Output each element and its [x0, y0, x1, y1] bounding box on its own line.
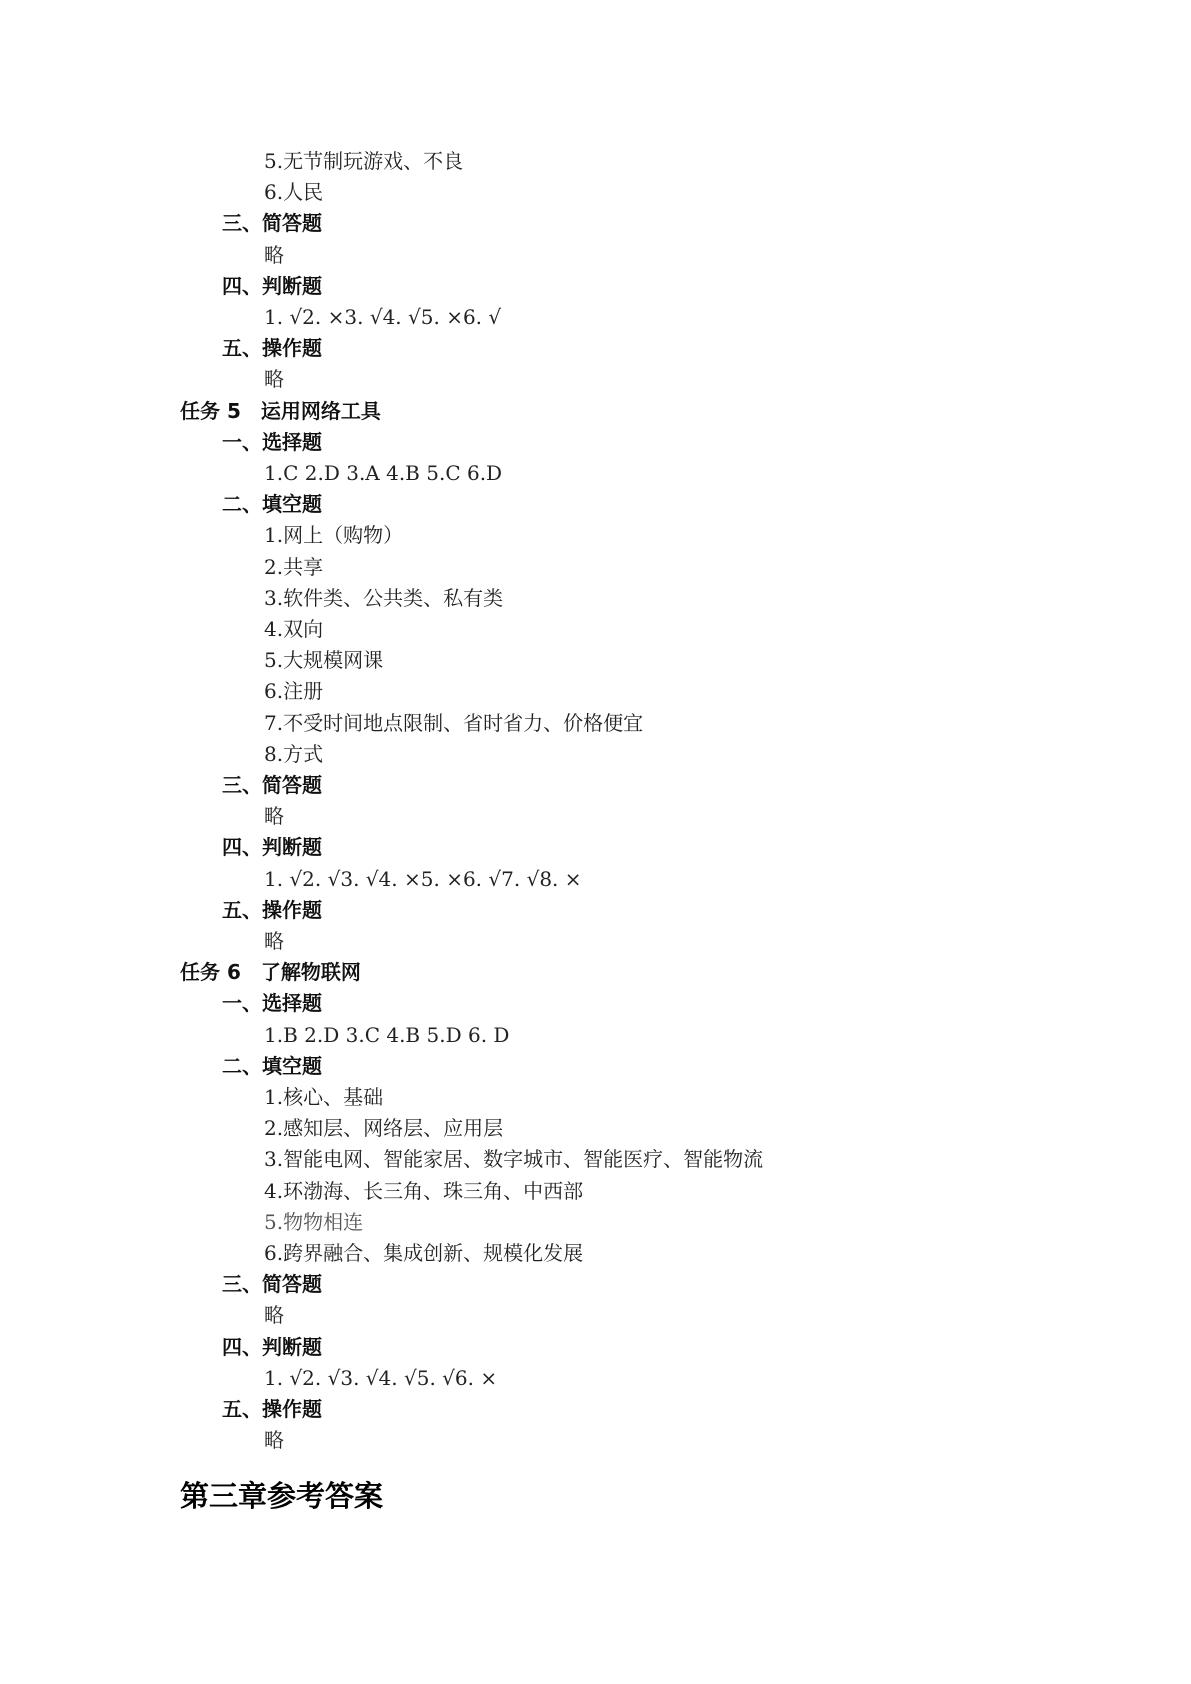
answer-line: 略 [264, 929, 284, 953]
answer-line: 1. √2. √3. √4. √5. √6. × [264, 1366, 498, 1390]
answer-line: 6.人民 [264, 180, 324, 204]
answer-line: 2.感知层、网络层、应用层 [264, 1116, 504, 1140]
section-heading: 三、简答题 [222, 773, 322, 797]
answer-line: 略 [264, 243, 284, 267]
answer-line: 略 [264, 804, 284, 828]
section-heading: 二、填空题 [222, 1054, 322, 1078]
answer-line: 1. √2. ×3. √4. √5. ×6. √ [264, 305, 502, 329]
section-heading: 四、判断题 [222, 274, 322, 298]
answer-line: 6.注册 [264, 679, 324, 703]
task-heading: 任务 6 了解物联网 [180, 960, 361, 984]
section-heading: 三、简答题 [222, 1272, 322, 1296]
answer-line: 3.智能电网、智能家居、数字城市、智能医疗、智能物流 [264, 1147, 764, 1171]
answer-line: 5.大规模网课 [264, 648, 384, 672]
answer-line: 1.B 2.D 3.C 4.B 5.D 6. D [264, 1023, 510, 1047]
answer-line: 2.共享 [264, 555, 324, 579]
answer-line: 5.物物相连 [264, 1210, 364, 1234]
chapter-heading: 第三章参考答案 [180, 1479, 384, 1513]
answer-line: 1. √2. √3. √4. ×5. ×6. √7. √8. × [264, 867, 582, 891]
section-heading: 四、判断题 [222, 1335, 322, 1359]
answer-line: 4.双向 [264, 617, 324, 641]
section-heading: 一、选择题 [222, 430, 322, 454]
answer-line: 6.跨界融合、集成创新、规模化发展 [264, 1241, 584, 1265]
answer-line: 8.方式 [264, 742, 324, 766]
section-heading: 五、操作题 [222, 1397, 322, 1421]
answer-line: 略 [264, 367, 284, 391]
answer-line: 1.C 2.D 3.A 4.B 5.C 6.D [264, 461, 503, 485]
answer-line: 4.环渤海、长三角、珠三角、中西部 [264, 1179, 584, 1203]
task-heading: 任务 5 运用网络工具 [180, 399, 381, 423]
section-heading: 二、填空题 [222, 492, 322, 516]
answer-line: 7.不受时间地点限制、省时省力、价格便宜 [264, 711, 644, 735]
answer-line: 1.核心、基础 [264, 1085, 384, 1109]
section-heading: 三、简答题 [222, 211, 322, 235]
answer-line: 略 [264, 1428, 284, 1452]
answer-line: 3.软件类、公共类、私有类 [264, 586, 504, 610]
answer-line: 1.网上（购物） [264, 523, 404, 547]
section-heading: 五、操作题 [222, 898, 322, 922]
section-heading: 一、选择题 [222, 991, 322, 1015]
answer-line: 略 [264, 1303, 284, 1327]
section-heading: 五、操作题 [222, 336, 322, 360]
answer-line: 5.无节制玩游戏、不良 [264, 149, 464, 173]
section-heading: 四、判断题 [222, 835, 322, 859]
